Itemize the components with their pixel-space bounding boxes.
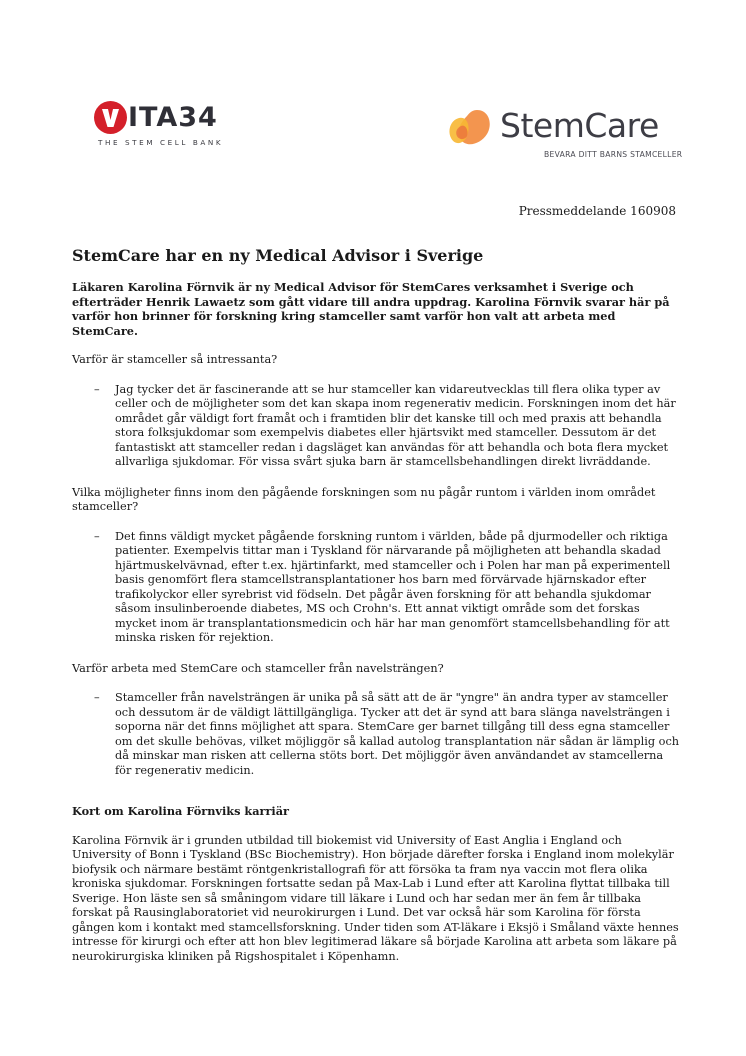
dash-bullet: – <box>94 382 100 396</box>
answer-1 <box>72 383 682 470</box>
question-3: Varför arbeta med StemCare och stamceller från navelsträngen? <box>72 661 444 675</box>
vita34-tagline: THE STEM CELL BANK <box>98 138 224 147</box>
question-2: Vilka möjligheter finns inom den pågående forskningen som nu pågår runtom i världen inom området stamceller? <box>72 485 656 513</box>
vita34-wordmark <box>94 98 218 136</box>
dash-bullet: – <box>94 691 100 704</box>
answer-2-text: Det finns väldigt mycket pågående forskning runtom i världen, både på djurmodeller och riktiga patienter. Exempelvis tittar man i Tyskland för närvarande på möjligheten att behandla skadad hjärtmuskelvävnad, efter t.ex. hjärtinfarkt, med stamceller och i Polen har man på experimentell basis genomfört flera stamcellstransplantationer hos barn med förvärvade hjärnskador efter trafikolyckor eller syrebrist vid födseln. Det pågår även forskning för att behandla sjukdomar såsom insulinberoende diabetes, MS och Crohn's. Ett annat viktigt område som det forskas mycket inom är transplantationsmedicin och här har man genomfört stamcellsbehandling för att minska risken för rejektion. <box>115 529 671 644</box>
career-paragraph: Karolina Förnvik är i grunden utbildad till biokemist vid University of East Anglia i England och University of Bonn i Tyskland (BSc Biochemistry). Hon började därefter forska i England inom molekylär biofysik och närmare bestämt röntgenkristallografi för att försöka ta fram nya vaccin mot flera olika kroniska sjukdomar. Forskningen fortsatte sedan på Max-Lab i Lund efter att Karolina flyttat tillbaka till Sverige. Hon läste sen så småningom vidare till läkare i Lund och har sedan mer än fem år tillbaka forskat på Rausinglaboratoriet vid neurokirurgen i Lund. Det var också här som Karolina för första gången kom i kontakt med stamcellsforskning. Under tiden som AT-läkare i Eksjö i Småland växte hennes intresse för kirurgi och efter att hon blev legitimerad läkare så började Karolina att arbeta som läkare på neurokirurgiska kliniken på Rigshospitalet i Köpenhamn. <box>72 833 679 963</box>
question-1: Varför är stamceller så intressanta? <box>72 353 278 366</box>
stemcare-petal-icon <box>447 106 493 150</box>
page-title: StemCare har en ny Medical Advisor i Sverige <box>72 246 484 265</box>
article-body <box>72 280 682 964</box>
lead-paragraph: Läkaren Karolina Förnvik är ny Medical Advisor för StemCares verksamhet i Sverige och efterträder Henrik Lawaetz som gått vidare till andra uppdrag. Karolina Förnvik svarar här på varför hon brinner för forskning kring stamceller samt varför hon valt att arbeta med StemCare. <box>72 280 670 338</box>
stemcare-tagline: BEVARA DITT BARNS STAMCELLER <box>544 150 683 159</box>
answer-2 <box>72 530 682 646</box>
dash-bullet: – <box>94 529 100 543</box>
vita34-logo <box>94 98 254 154</box>
v-letter-icon <box>94 101 127 134</box>
vita34-name: ITA34 <box>128 101 218 133</box>
answer-3-text: Stamceller från navelsträngen är unika på så sätt att de är "yngre" än andra typer av stamceller och dessutom är de väldigt lättillgängliga. Tycker att det är synd att bara slänga navelsträngen i soporna när det finns möjlighet att spara. StemCare ger barnet tillgång till dess egna stamceller om det skulle behövas, vilket möjliggör så kallad autolog transplantation när sådan är lämplig och då minskar man risken att cellerna stöts bort. Det möjliggör även användandet av stamcellerna för regenerativ medicin. <box>115 691 680 777</box>
career-heading: Kort om Karolina Förnviks karriär <box>72 804 289 818</box>
press-release-date: Pressmeddelande 160908 <box>518 204 676 218</box>
stemcare-name: StemCare <box>500 106 659 145</box>
answer-3 <box>72 691 682 778</box>
vita34-v-mark <box>94 101 127 134</box>
stemcare-logo <box>447 104 687 164</box>
answer-1-text: Jag tycker det är fascinerande att se hur stamceller kan vidareutvecklas till flera olika typer av celler och de möjligheter som det kan skapa inom regenerativ medicin. Forskningen inom det här området går väldigt fort framåt och i framtiden blir det kanske till och med praxis att behandla stora folksjukdomar som exempelvis diabetes eller hjärtsvikt med stamceller. Dessutom är det fantastiskt att stamceller redan i dagsläget kan användas för att behandla och bota flera mycket allvarliga sjukdomar. För vissa svårt sjuka barn är stamcellsbehandlingen direkt livräddande. <box>115 382 676 468</box>
